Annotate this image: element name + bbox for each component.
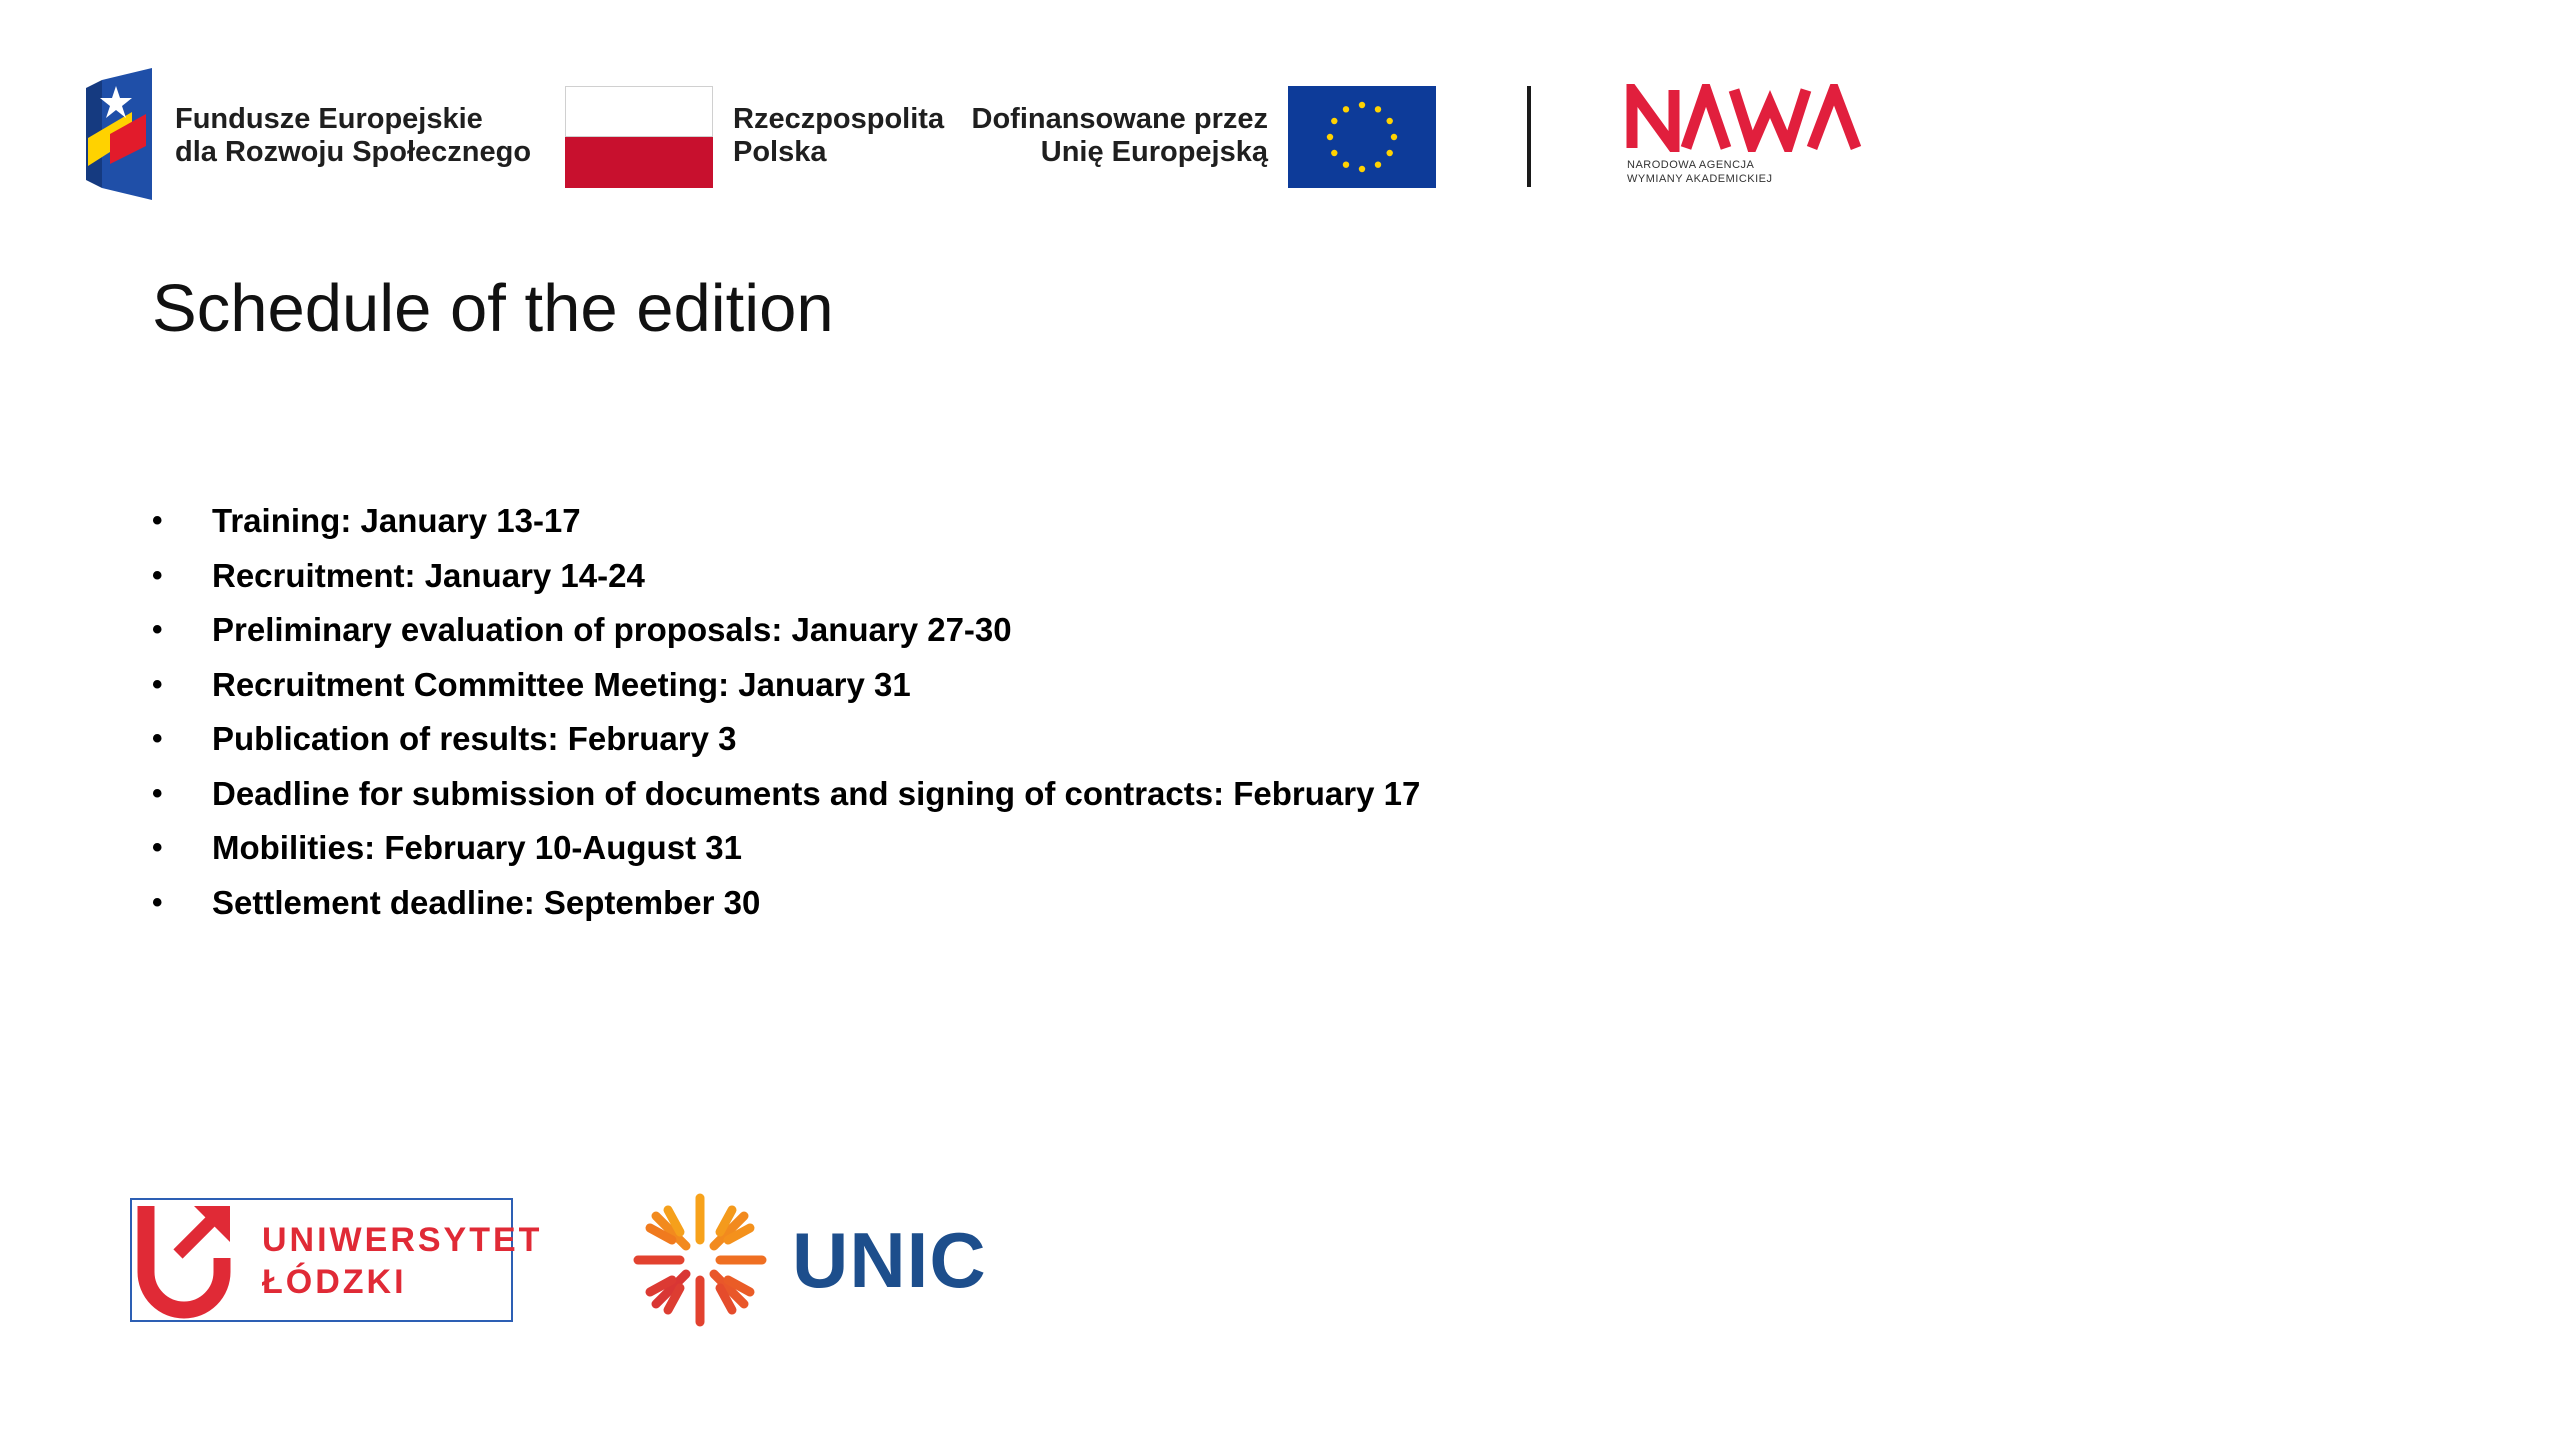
schedule-item-text: Publication of results: February 3 bbox=[212, 720, 737, 758]
fundusze-europejskie-emblem-icon bbox=[86, 68, 156, 200]
list-item bbox=[152, 767, 1420, 822]
list-item bbox=[152, 549, 1420, 604]
list-item bbox=[152, 494, 1420, 549]
eu-flag-icon bbox=[1288, 86, 1436, 188]
nawa-sub-line2: WYMIANY AKADEMICKIEJ bbox=[1627, 173, 1773, 185]
schedule-list bbox=[152, 494, 1420, 930]
nawa-subtitle bbox=[1627, 158, 1773, 186]
fundusze-europejskie-text bbox=[175, 103, 531, 169]
rzeczpospolita-text bbox=[733, 103, 944, 169]
list-item bbox=[152, 658, 1420, 713]
ul-line1: UNIWERSYTET bbox=[262, 1221, 543, 1259]
poland-flag-icon bbox=[565, 86, 713, 188]
unic-sun-icon bbox=[632, 1192, 768, 1328]
eu-cofunded-text bbox=[940, 103, 1268, 169]
eu-line2: Unię Europejską bbox=[1040, 136, 1268, 168]
schedule-item-text: Preliminary evaluation of proposals: January 27-30 bbox=[212, 611, 1012, 649]
list-item bbox=[152, 821, 1420, 876]
bullet: • bbox=[152, 613, 163, 647]
ul-line2: ŁÓDZKI bbox=[262, 1263, 407, 1301]
schedule-item-text: Mobilities: February 10-August 31 bbox=[212, 829, 742, 867]
header-divider bbox=[1527, 86, 1531, 187]
bullet: • bbox=[152, 831, 163, 865]
page-title: Schedule of the edition bbox=[152, 271, 834, 346]
unic-logo-text: UNIC bbox=[792, 1216, 987, 1304]
schedule-item-text: Training: January 13-17 bbox=[212, 502, 581, 540]
list-item bbox=[152, 603, 1420, 658]
bullet: • bbox=[152, 722, 163, 756]
nawa-logo-icon bbox=[1626, 84, 1868, 152]
nawa-sub-line1: NARODOWA AGENCJA bbox=[1627, 159, 1755, 171]
bullet: • bbox=[152, 504, 163, 538]
uniwersytet-lodzki-text bbox=[262, 1219, 542, 1303]
schedule-item-text: Recruitment Committee Meeting: January 31 bbox=[212, 665, 911, 703]
bullet: • bbox=[152, 885, 163, 919]
schedule-item-text: Recruitment: January 14-24 bbox=[212, 556, 645, 594]
fe-line2: dla Rozwoju Społecznego bbox=[175, 136, 532, 168]
rp-line2: Polska bbox=[733, 136, 827, 168]
bullet: • bbox=[152, 667, 163, 701]
uniwersytet-lodzki-emblem-icon bbox=[132, 1200, 242, 1322]
rp-line1: Rzeczpospolita bbox=[733, 103, 945, 135]
bullet: • bbox=[152, 558, 163, 592]
eu-line1: Dofinansowane przez bbox=[971, 103, 1268, 135]
schedule-item-text: Deadline for submission of documents and signing of contracts: February 17 bbox=[212, 774, 1421, 812]
list-item bbox=[152, 712, 1420, 767]
bullet: • bbox=[152, 776, 163, 810]
schedule-item-text: Settlement deadline: September 30 bbox=[212, 883, 761, 921]
list-item bbox=[152, 876, 1420, 931]
fe-line1: Fundusze Europejskie bbox=[175, 103, 483, 135]
